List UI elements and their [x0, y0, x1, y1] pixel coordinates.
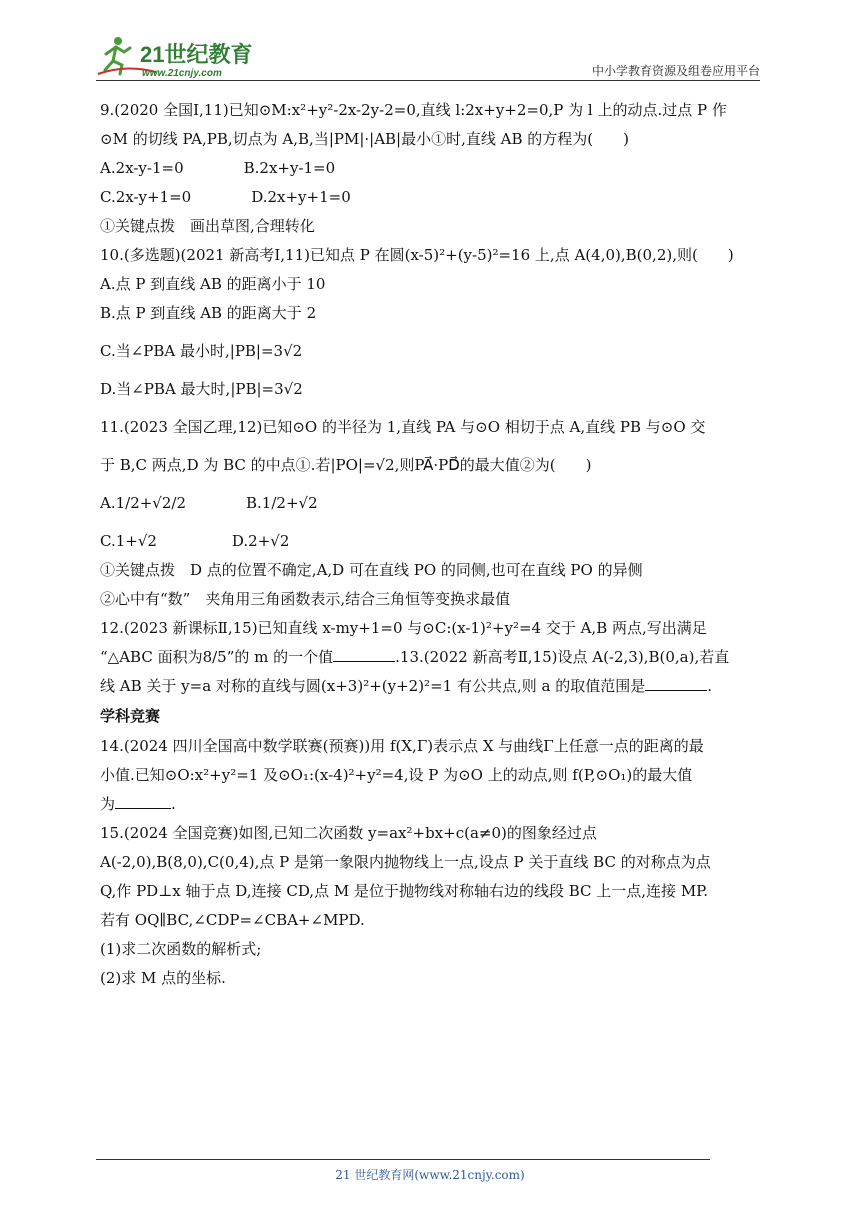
q15-line-1: 15.(2024 全国竞赛)如图,已知二次函数 y=ax²+bx+c(a≠0)的图象经过点 — [100, 824, 597, 842]
q13-text-start: .13.(2022 新高考Ⅱ,15)设点 A(-2,3),B(0,a),若直 — [395, 648, 730, 666]
logo-url: www.21cnjy.com — [142, 68, 222, 79]
q15-line-3: Q,作 PD⊥x 轴于点 D,连接 CD,点 M 是位于抛物线对称轴右边的线段 BC 上一点,连接 MP. — [100, 882, 709, 900]
q9-options-cd: C.2x-y+1=0 D.2x+y+1=0 — [100, 188, 351, 206]
section-heading: 学科竞赛 — [100, 707, 161, 725]
q11-line-2: 于 B,C 两点,D 为 BC 的中点①.若|PO|=√2,则PA⃗·PD⃗的最大值②为( ) — [100, 456, 592, 474]
header-platform-text: 中小学教育资源及组卷应用平台 — [591, 64, 760, 78]
q12-text: “△ABC 面积为8/5”的 m 的一个值 — [100, 648, 334, 666]
footer-divider — [96, 1159, 710, 1160]
q13-text: 线 AB 关于 y=a 对称的直线与圆(x+3)²+(y+2)²=1 有公共点,则 a 的取值范围是 — [100, 677, 646, 695]
q10-option-c: C.当∠PBA 最小时,|PB|=3√2 — [100, 342, 303, 360]
q14-line-2: 小值.已知⊙O:x²+y²=1 及⊙O₁:(x-4)²+y²=4,设 P 为⊙O 上的动点,则 f(P,⊙O₁)的最大值 — [100, 766, 693, 784]
q13-line — [100, 676, 764, 696]
q13-answer-blank[interactable] — [645, 676, 707, 691]
q14-line-1: 14.(2024 四川全国高中数学联赛(预赛))用 f(X,Γ)表示点 X 与曲线Γ上任意一点的距离的最 — [100, 737, 704, 755]
q10-option-a: A.点 P 到直线 AB 的距离小于 10 — [100, 275, 326, 293]
q14-line-3 — [100, 794, 764, 814]
q15-line-2: A(-2,0),B(8,0),C(0,4),点 P 是第一象限内抛物线上一点,设点 P 关于直线 BC 的对称点为点 — [100, 853, 711, 871]
q10-stem: 10.(多选题)(2021 新高考Ⅰ,11)已知点 P 在圆(x-5)²+(y-5)²=16 上,点 A(4,0),B(0,2),则( ) — [100, 246, 734, 264]
q12-answer-blank[interactable] — [333, 647, 395, 662]
q11-line-1: 11.(2023 全国乙理,12)已知⊙O 的半径为 1,直线 PA 与⊙O 相切于点 A,直线 PB 与⊙O 交 — [100, 418, 706, 436]
logo — [96, 34, 266, 80]
q13-period: . — [707, 677, 712, 695]
q14-period: . — [171, 795, 176, 813]
q14-text: 为 — [100, 795, 116, 813]
q15-part-2: (2)求 M 点的坐标. — [100, 969, 226, 987]
header-divider — [96, 80, 760, 81]
document-body — [100, 100, 764, 997]
page-header — [96, 34, 760, 82]
q12-line-2 — [100, 647, 764, 667]
q14-answer-blank[interactable] — [115, 794, 171, 809]
q9-hint: ①关键点拨 画出草图,合理转化 — [100, 217, 315, 235]
q12-line-1: 12.(2023 新课标Ⅱ,15)已知直线 x-my+1=0 与⊙C:(x-1)²+y²=4 交于 A,B 两点,写出满足 — [100, 619, 707, 637]
q9-line-1: 9.(2020 全国Ⅰ,11)已知⊙M:x²+y²-2x-2y-2=0,直线 l:2x+y+2=0,P 为 l 上的动点.过点 P 作 — [100, 101, 727, 119]
q15-part-1: (1)求二次函数的解析式; — [100, 940, 262, 958]
q10-option-d: D.当∠PBA 最大时,|PB|=3√2 — [100, 380, 303, 398]
q15-line-4: 若有 OQ∥BC,∠CDP=∠CBA+∠MPD. — [100, 911, 365, 929]
q11-hint-2: ②心中有“数” 夹角用三角函数表示,结合三角恒等变换求最值 — [100, 590, 511, 608]
footer-text[interactable]: 21 世纪教育网(www.21cnjy.com) — [335, 1168, 525, 1182]
q9-line-2: ⊙M 的切线 PA,PB,切点为 A,B,当|PM|·|AB|最小①时,直线 AB 的方程为( ) — [100, 130, 629, 148]
logo-text: 21世纪教育 — [140, 42, 253, 67]
q11-options-cd: C.1+√2 D.2+√2 — [100, 532, 290, 550]
q9-options-ab: A.2x-y-1=0 B.2x+y-1=0 — [100, 159, 336, 177]
q10-option-b: B.点 P 到直线 AB 的距离大于 2 — [100, 304, 317, 322]
q11-hint-1: ①关键点拨 D 点的位置不确定,A,D 可在直线 PO 的同侧,也可在直线 PO 的异侧 — [100, 561, 643, 579]
q11-options-ab: A.1/2+√2/2 B.1/2+√2 — [100, 494, 318, 512]
